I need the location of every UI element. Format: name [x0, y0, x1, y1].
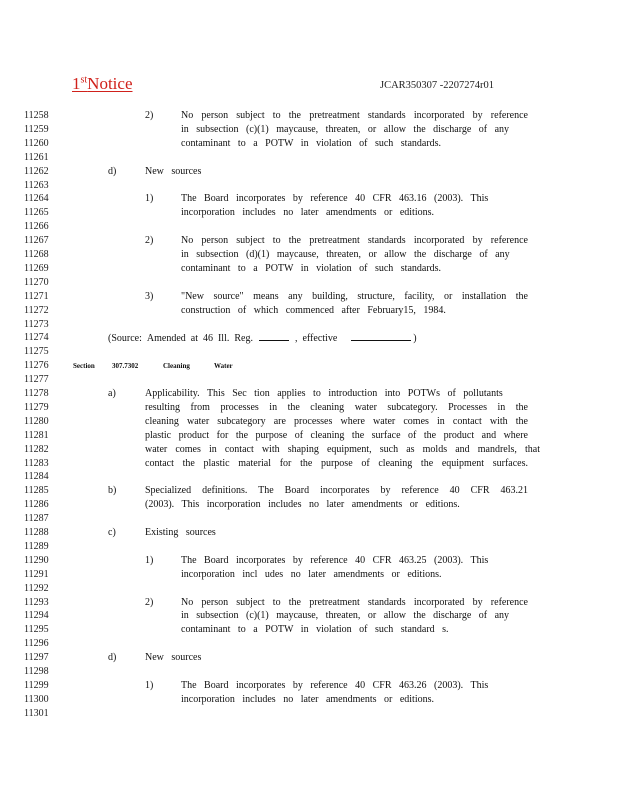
- blank-register-volume: [259, 331, 289, 341]
- line-number: 11290: [24, 554, 49, 566]
- section-number: 307.7302: [112, 362, 139, 371]
- line-number: 11278: [24, 388, 49, 399]
- text-line: incorporation includes no later amendments or editions.: [181, 207, 434, 219]
- line-number: 11265: [24, 207, 49, 219]
- line-number: 11280: [24, 415, 49, 427]
- text-line: New sources: [145, 165, 202, 177]
- line-number: 11297: [24, 652, 49, 664]
- text-line: contaminant to a POTW in violation of such standard s.: [181, 624, 449, 636]
- line-number: 11262: [24, 165, 49, 177]
- text-line: in subsection (c)(1) maycause, threaten, or allow the discharge of any: [181, 123, 510, 135]
- line-number: 11284: [24, 471, 49, 483]
- text-line: Applicability. This Sec tion applies to introduction into POTWs of pollutants: [145, 388, 503, 399]
- line-number: 11296: [24, 638, 49, 650]
- section-title-word: Water: [214, 362, 233, 371]
- text-line: (2003). This incorporation includes no later amendments or editions.: [145, 499, 460, 511]
- text-line: No person subject to the pretreatment standards incorporated by reference: [181, 596, 528, 608]
- text-line: cleaning water subcategory are processes where water comes in contact with the: [145, 415, 528, 427]
- line-number: 11259: [24, 123, 49, 135]
- subsection-marker: 1): [145, 193, 154, 205]
- text-line: plastic product for the purpose of cleaning the surface of the product and where: [145, 429, 528, 441]
- line-number: 11269: [24, 262, 49, 274]
- line-number: 11282: [24, 443, 49, 455]
- source-note: (Source: Amended at 46 Ill. Reg. , effective ): [108, 333, 417, 345]
- line-number: 11285: [24, 485, 49, 497]
- line-number: 11301: [24, 707, 49, 719]
- text-line: water comes in contact with shaping equipment, such as molds and mandrels, that: [145, 443, 540, 455]
- line-number: 11283: [24, 457, 49, 469]
- subsection-marker: 2): [145, 110, 154, 121]
- subsection-marker: b): [108, 485, 117, 497]
- line-number: 11291: [24, 568, 49, 580]
- subsection-marker: d): [108, 165, 117, 177]
- text-line: The Board incorporates by reference 40 CFR 463.25 (2003). This: [181, 554, 489, 566]
- text-line: Existing sources: [145, 527, 216, 538]
- line-number: 11263: [24, 179, 49, 191]
- line-number: 11258: [24, 110, 49, 121]
- line-number: 11281: [24, 429, 49, 441]
- text-line: contact the plastic material for the purpose of cleaning the equipment surfaces.: [145, 457, 528, 469]
- line-number: 11260: [24, 137, 49, 149]
- subsection-marker: a): [108, 388, 116, 399]
- subsection-marker: 1): [145, 679, 154, 691]
- notice-word: Notice: [87, 74, 133, 93]
- line-number: 11272: [24, 304, 49, 316]
- line-number: 11268: [24, 249, 49, 260]
- section-label: Section: [73, 362, 95, 371]
- subsection-marker: d): [108, 652, 117, 664]
- text-line: contaminant to a POTW in violation of such standards.: [181, 262, 442, 274]
- text-line: New sources: [145, 652, 202, 664]
- text-line: The Board incorporates by reference 40 CFR 463.26 (2003). This: [181, 679, 489, 691]
- text-line: resulting from processes in the cleaning water subcategory. Processes in the: [145, 401, 528, 413]
- subsection-marker: 3): [145, 290, 154, 302]
- line-number: 11273: [24, 318, 49, 330]
- line-number: 11275: [24, 346, 49, 358]
- line-number: 11298: [24, 666, 49, 677]
- text-line: Specialized definitions. The Board incorporates by reference 40 CFR 463.21: [145, 485, 528, 497]
- line-number: 11267: [24, 235, 49, 247]
- line-number: 11295: [24, 624, 49, 636]
- line-number: 11299: [24, 679, 49, 691]
- line-number: 11293: [24, 596, 49, 608]
- text-line: in subsection (c)(1) maycause, threaten, or allow the discharge of any: [181, 610, 510, 622]
- line-number: 11286: [24, 499, 49, 511]
- blank-effective-date: [351, 331, 411, 341]
- line-number: 11294: [24, 610, 49, 622]
- line-number: 11270: [24, 276, 49, 288]
- line-number: 11279: [24, 401, 49, 413]
- line-number: 11288: [24, 527, 49, 538]
- line-number: 11276: [24, 360, 49, 372]
- notice-superscript: st: [80, 74, 88, 86]
- line-number: 11271: [24, 290, 49, 302]
- subsection-marker: 2): [145, 235, 154, 247]
- text-line: construction of which commenced after February15, 1984.: [181, 304, 446, 316]
- subsection-marker: 1): [145, 554, 154, 566]
- line-number: 11300: [24, 693, 49, 705]
- line-number: 11261: [24, 151, 49, 163]
- line-number: 11287: [24, 513, 49, 525]
- line-number: 11264: [24, 193, 49, 205]
- text-line: in subsection (d)(1) maycause, threaten, or allow the discharge of any: [181, 249, 510, 260]
- text-line: No person subject to the pretreatment standards incorporated by reference: [181, 235, 528, 247]
- document-code: JCAR350307 -2207274r01: [380, 80, 495, 91]
- text-line: "New source" means any building, structure, facility, or installation the: [181, 290, 528, 302]
- subsection-marker: c): [108, 527, 116, 538]
- line-number: 11274: [24, 332, 49, 344]
- text-line: incorporation incl udes no later amendments or editions.: [181, 568, 442, 580]
- text-line: No person subject to the pretreatment standards incorporated by reference: [181, 110, 528, 121]
- text-line: contaminant to a POTW in violation of such standards.: [181, 137, 442, 149]
- text-line: incorporation includes no later amendments or editions.: [181, 693, 434, 705]
- notice-prefix: 1: [72, 74, 81, 93]
- subsection-marker: 2): [145, 596, 154, 608]
- line-number: 11289: [24, 540, 49, 552]
- line-number: 11266: [24, 221, 49, 233]
- section-title-word: Cleaning: [163, 362, 190, 371]
- text-line: The Board incorporates by reference 40 CFR 463.16 (2003). This: [181, 193, 489, 205]
- line-number: 11277: [24, 374, 49, 386]
- notice-header: [72, 74, 133, 94]
- line-number: 11292: [24, 582, 49, 594]
